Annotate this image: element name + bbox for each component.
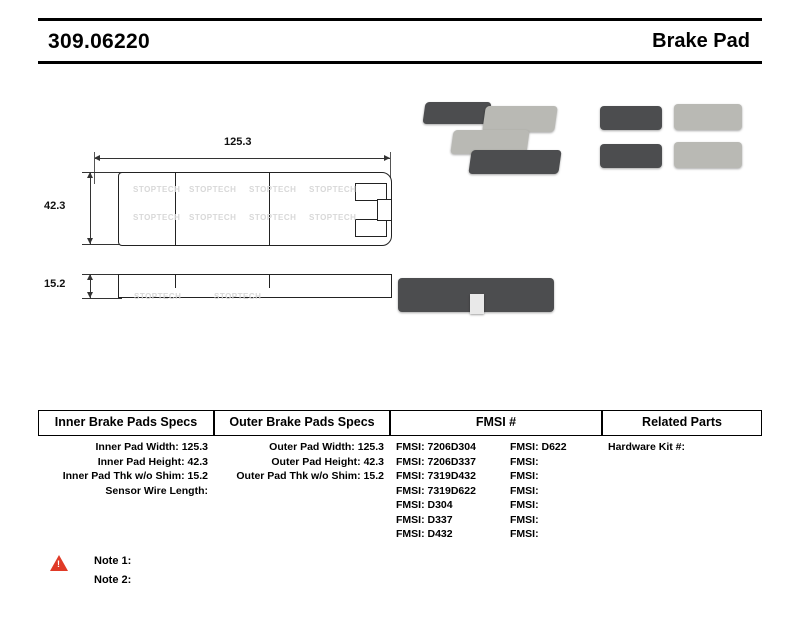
watermark-text: STOPTECH bbox=[133, 213, 181, 222]
list-item: FMSI: bbox=[510, 499, 539, 511]
product-photo-pad-1 bbox=[422, 102, 491, 124]
list-item: FMSI: D304 bbox=[396, 499, 453, 511]
list-item: Inner Pad Height: 42.3 bbox=[97, 455, 208, 468]
list-item: FMSI: D432 bbox=[396, 528, 453, 540]
fmsi-right-column bbox=[510, 440, 567, 542]
product-photo-pad-8 bbox=[674, 142, 742, 168]
product-photo-pad-slot bbox=[470, 294, 484, 314]
dimension-thickness-label: 15.2 bbox=[44, 278, 66, 290]
product-photo-pad-4 bbox=[468, 150, 561, 174]
product-photo-pad-2 bbox=[482, 106, 558, 132]
watermark-text: STOPTECH bbox=[309, 213, 357, 222]
watermark-text: STOPTECH bbox=[309, 185, 357, 194]
warning-icon bbox=[50, 555, 68, 571]
list-item: FMSI: D337 bbox=[396, 513, 453, 526]
note-2: Note 2: bbox=[94, 574, 132, 586]
dimension-width-line bbox=[94, 158, 390, 159]
list-item: FMSI: 7319D622 bbox=[396, 484, 476, 497]
watermark-text: STOPTECH bbox=[249, 213, 297, 222]
list-item: Hardware Kit #: bbox=[608, 441, 686, 453]
outer-specs-header: Outer Brake Pads Specs bbox=[229, 415, 375, 429]
inner-specs-header-box bbox=[38, 410, 214, 436]
fmsi-left-column bbox=[396, 440, 476, 542]
dimension-width-tick-left bbox=[94, 152, 95, 184]
related-parts-header-box bbox=[602, 410, 762, 436]
fmsi-header-box bbox=[390, 410, 602, 436]
list-item: FMSI: D622 bbox=[510, 441, 567, 453]
list-item: Inner Pad Width: 125.3 bbox=[95, 441, 208, 453]
pad-notch-middle bbox=[377, 199, 392, 221]
watermark-text: STOPTECH bbox=[214, 292, 262, 301]
dimension-height-tick-top bbox=[82, 172, 122, 173]
pad-side-divider-2 bbox=[269, 275, 270, 289]
list-item: FMSI: bbox=[510, 513, 539, 526]
outer-specs-rows bbox=[214, 440, 384, 484]
list-item: FMSI: bbox=[510, 528, 539, 540]
list-item: FMSI: 7206D337 bbox=[396, 455, 476, 468]
pad-side-divider-1 bbox=[175, 275, 176, 289]
list-item: Outer Pad Width: 125.3 bbox=[269, 441, 384, 453]
watermark-text: STOPTECH bbox=[189, 213, 237, 222]
dimension-height-tick-bottom bbox=[82, 244, 122, 245]
product-photo-pad-7 bbox=[600, 144, 662, 168]
part-number: 309.06220 bbox=[48, 30, 150, 53]
inner-specs-header: Inner Brake Pads Specs bbox=[54, 415, 198, 429]
dimension-thickness-tick-top bbox=[82, 274, 122, 275]
list-item: Outer Pad Height: 42.3 bbox=[271, 455, 384, 468]
list-item: FMSI: 7206D304 bbox=[396, 441, 476, 453]
list-item: FMSI: bbox=[510, 484, 539, 497]
list-item: FMSI: bbox=[510, 470, 539, 482]
product-photo-pad-5 bbox=[600, 106, 662, 130]
notes-section bbox=[50, 552, 131, 590]
list-item: FMSI: 7319D432 bbox=[396, 470, 476, 482]
list-item: Outer Pad Thk w/o Shim: 15.2 bbox=[236, 470, 384, 482]
page-title: Brake Pad bbox=[652, 30, 750, 52]
technical-drawing-area bbox=[38, 78, 762, 388]
pad-divider-1 bbox=[175, 173, 176, 245]
pad-front-view-outline bbox=[118, 172, 392, 246]
document-header bbox=[38, 18, 762, 64]
dimension-thickness-tick-bottom bbox=[82, 298, 122, 299]
fmsi-header: FMSI # bbox=[475, 415, 517, 429]
watermark-text: STOPTECH bbox=[134, 292, 182, 301]
watermark-text: STOPTECH bbox=[249, 185, 297, 194]
pad-notch-bottom bbox=[355, 219, 387, 237]
outer-specs-header-box bbox=[214, 410, 390, 436]
related-parts-rows bbox=[608, 440, 685, 455]
note-1: Note 1: bbox=[94, 555, 132, 567]
inner-specs-rows bbox=[38, 440, 208, 498]
pad-divider-2 bbox=[269, 173, 270, 245]
related-parts-header: Related Parts bbox=[642, 415, 722, 429]
list-item: Inner Pad Thk w/o Shim: 15.2 bbox=[62, 470, 208, 482]
list-item: FMSI: bbox=[510, 455, 539, 468]
watermark-text: STOPTECH bbox=[189, 185, 237, 194]
list-item: Sensor Wire Length: bbox=[105, 484, 208, 497]
watermark-text: STOPTECH bbox=[133, 185, 181, 194]
dimension-height-label: 42.3 bbox=[44, 200, 66, 212]
dimension-height-line bbox=[90, 172, 91, 244]
dimension-width-label: 125.3 bbox=[224, 136, 252, 148]
product-photo-pad-6 bbox=[674, 104, 742, 130]
